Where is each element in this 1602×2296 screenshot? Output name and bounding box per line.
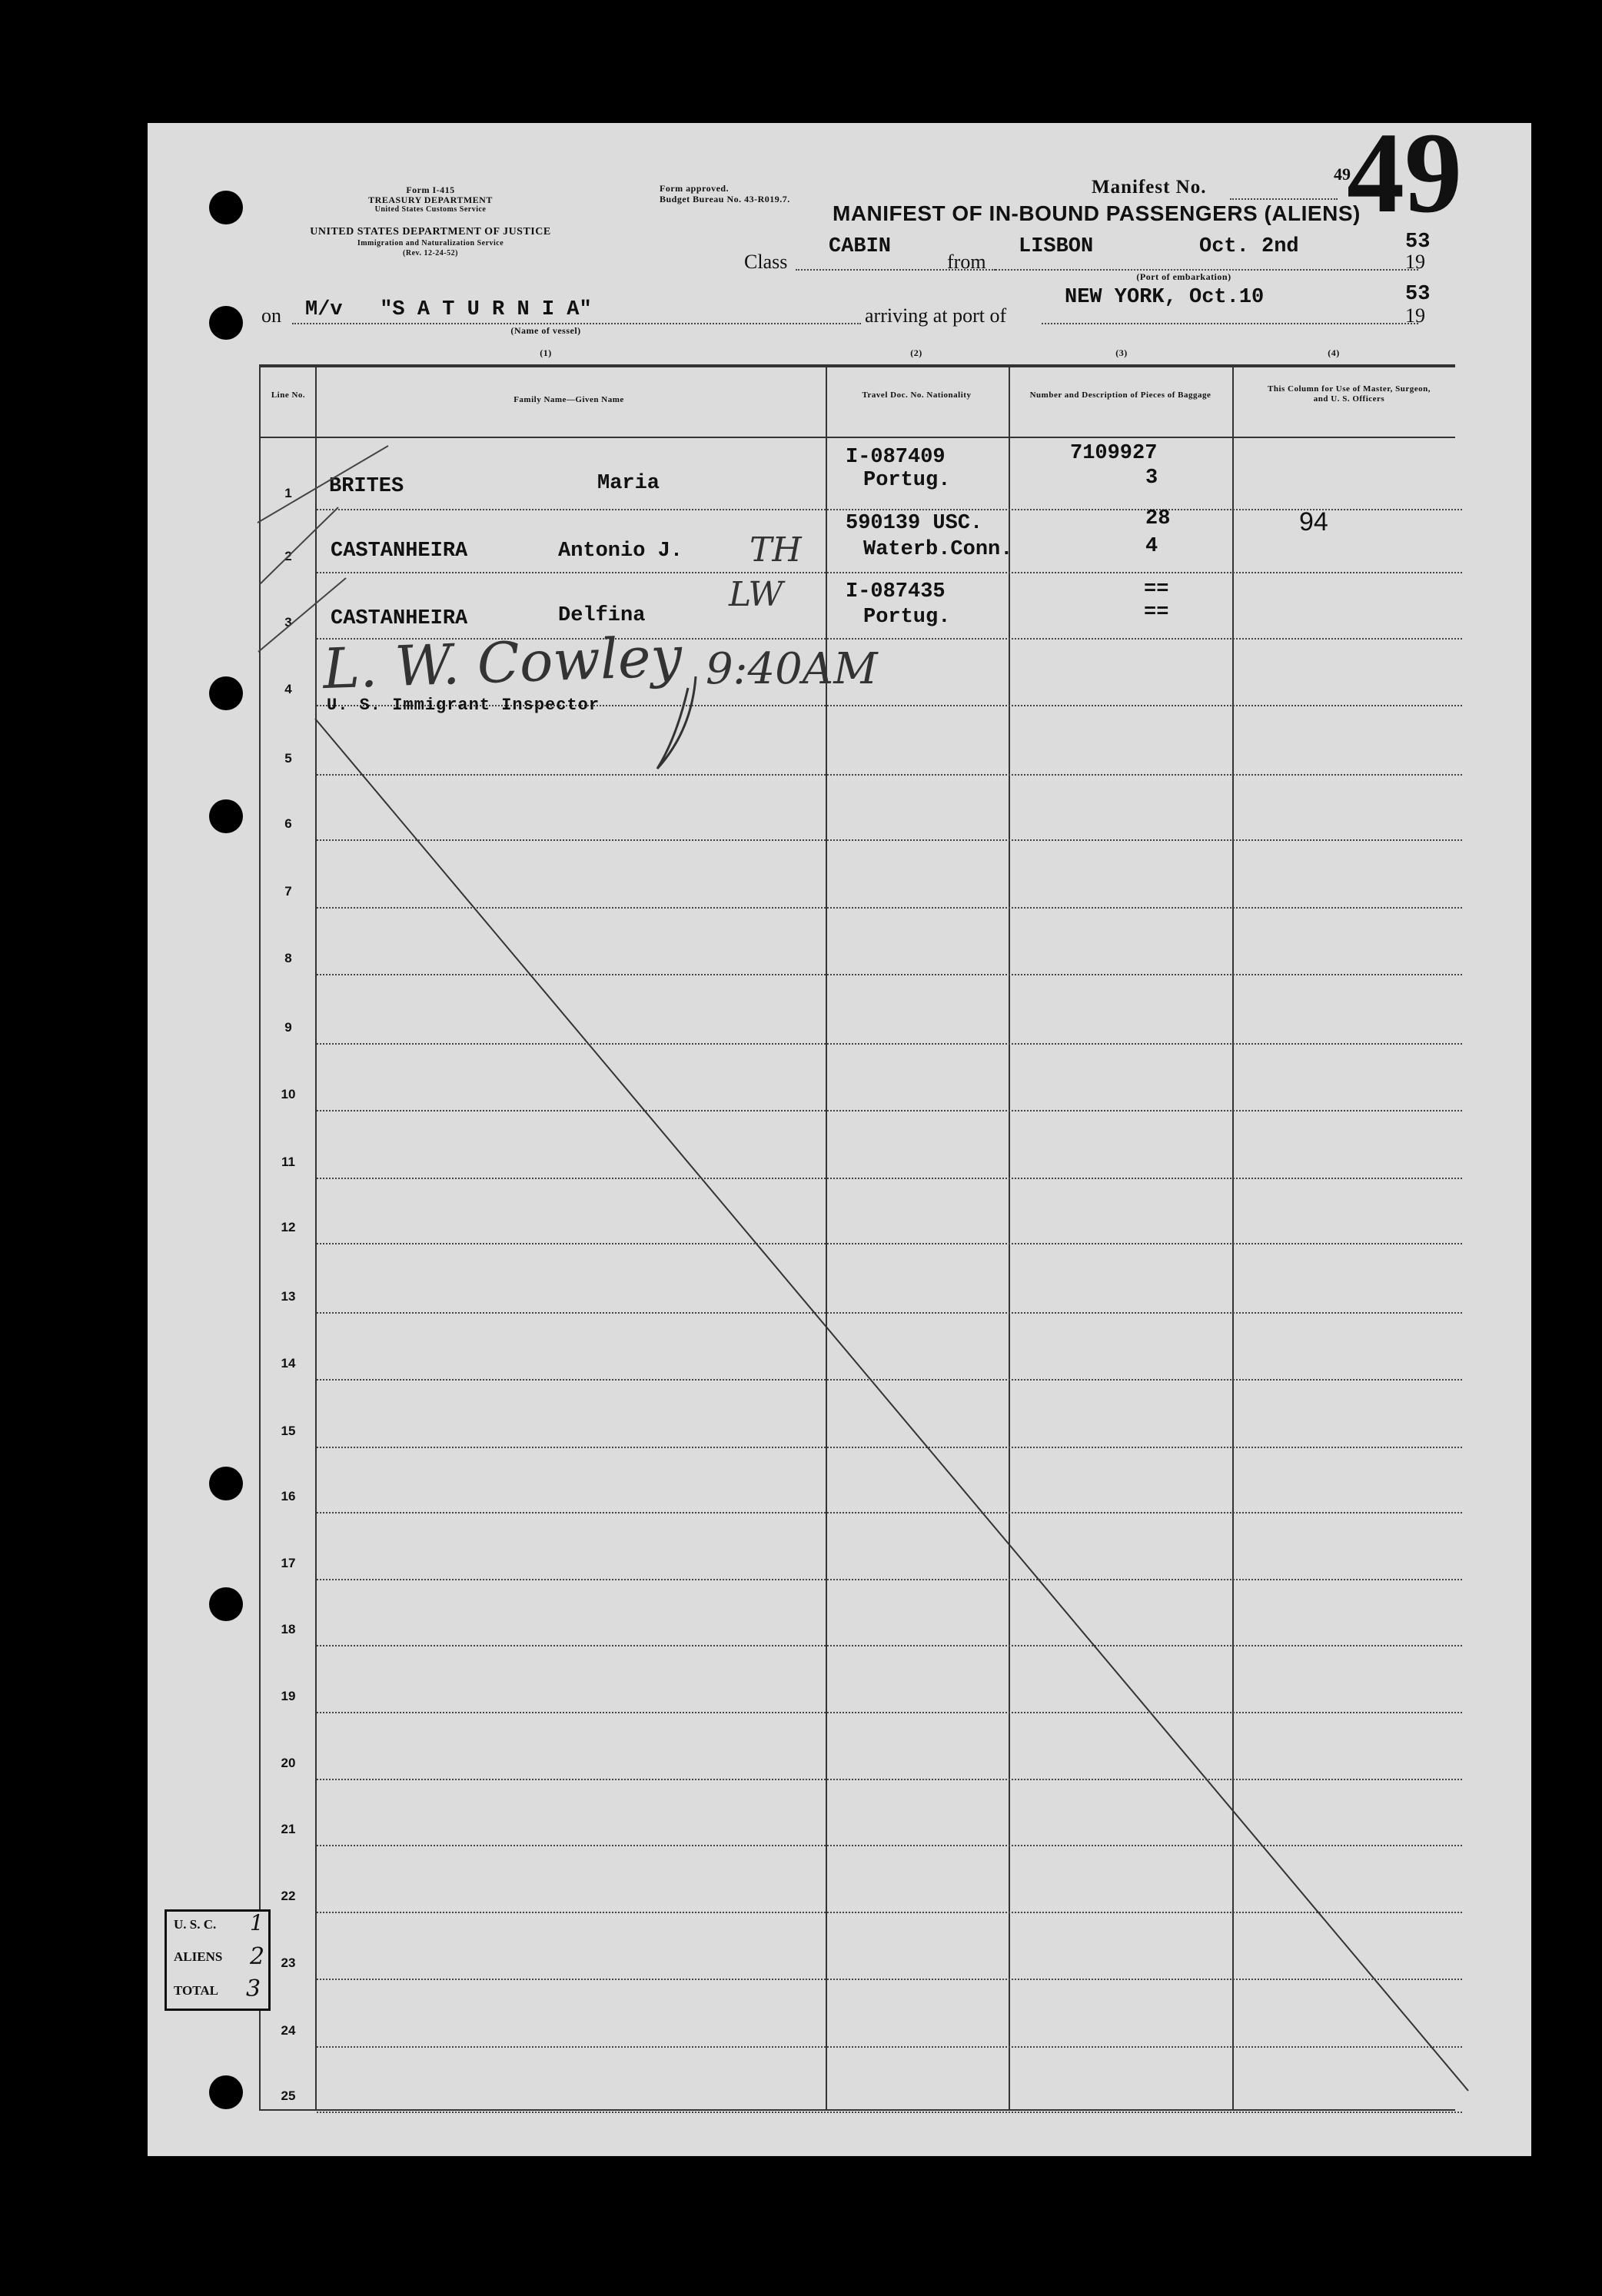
class-label: Class [744,251,788,273]
given-name: Antonio J. [558,540,683,563]
family-name: BRITES [329,475,404,498]
line-number: 2 [284,549,292,563]
arriving-year-value: 53 [1405,283,1431,306]
line-number: 14 [281,1356,296,1371]
initials-bottom: LW [729,575,783,614]
header-travel-doc: Travel Doc. No. Nationality [862,390,972,400]
baggage-number: 28 [1145,507,1171,530]
line-number: 19 [281,1689,296,1703]
treasury-dept: TREASURY DEPARTMENT [368,194,493,205]
travel-doc: I-087409 [846,446,946,469]
manifest-no-large: 49 [1347,109,1462,237]
travel-doc: 590139 USC. [846,512,983,535]
family-name: CASTANHEIRA [331,540,468,563]
form-approved: Form approved. [660,183,730,194]
form-number: Form I-415 [406,184,455,195]
line-number: 8 [284,951,292,965]
port-embark-caption: (Port of embarkation) [1136,271,1231,282]
revision-date: (Rev. 12-24-52) [403,249,458,258]
baggage-pieces: 3 [1145,467,1158,490]
from-label: from [947,251,986,273]
inspection-time: 9:40AM [706,644,878,694]
budget-bureau: Budget Bureau No. 43-R019.7. [660,194,790,204]
col-num-2: (2) [910,347,922,358]
line-number: 5 [284,751,292,766]
baggage-number: == [1144,578,1169,601]
manifest-title: MANIFEST OF IN-BOUND PASSENGERS (ALIENS) [833,201,1361,225]
line-number: 18 [281,1622,296,1636]
line-number: 7 [284,884,292,899]
baggage-pieces: == [1144,601,1169,624]
year-value: 53 [1405,231,1431,254]
header-name: Family Name—Given Name [514,395,624,404]
tally-total-label: TOTAL [174,1983,218,1998]
col-num-4: (4) [1328,347,1340,358]
header-line-no: Line No. [271,390,306,400]
col-num-3: (3) [1115,347,1128,358]
line-number: 13 [281,1289,296,1304]
arriving-value: NEW YORK, Oct.10 [1065,286,1265,309]
header-officers: This Column for Use of Master, Surgeon, and U. S. Officers [1267,384,1431,404]
line-number: 3 [284,615,292,630]
vessel-caption: (Name of vessel) [510,325,581,336]
nationality: Waterb.Conn. [863,538,1013,561]
tally-aliens-value: 2 [250,1943,265,1970]
family-name: CASTANHEIRA [331,607,468,630]
manifest-no-label: Manifest No. [1092,177,1207,198]
line-number: 15 [281,1424,296,1438]
ins-service: Immigration and Naturalization Service [357,239,504,248]
tally-usc-label: U. S. C. [174,1917,217,1932]
line-number: 4 [284,682,292,696]
year-prefix: 19 [1405,251,1425,273]
header-baggage: Number and Description of Pieces of Baggage [1029,390,1211,400]
baggage-number: 7109927 [1070,442,1158,465]
baggage-pieces: 4 [1145,535,1158,558]
officer-note: 94 [1299,507,1328,537]
col-num-1: (1) [540,347,552,358]
arriving-label: arriving at port of [865,304,1007,327]
line-number: 25 [281,2088,296,2103]
initials-top: TH [749,530,802,570]
class-value: CABIN [829,235,892,258]
line-number: 10 [281,1087,296,1101]
manifest-no-small: 49 [1334,164,1351,184]
line-number: 6 [284,816,292,831]
inspector-title: U. S. Immigrant Inspector [327,696,600,715]
inspector-signature: L. W. Cowley [321,623,683,702]
line-number: 23 [281,1955,296,1970]
line-number: 20 [281,1756,296,1770]
line-number: 11 [281,1155,295,1169]
departure-date: Oct. 2nd [1199,235,1299,258]
tally-total-value: 3 [246,1975,261,2002]
justice-dept: UNITED STATES DEPARTMENT OF JUSTICE [310,226,551,238]
from-value: LISBON [1019,235,1094,258]
nationality: Portug. [863,606,951,629]
nationality: Portug. [863,469,951,492]
line-number: 17 [281,1556,296,1570]
line-number: 24 [281,2023,296,2038]
travel-doc: I-087435 [846,580,946,603]
tally-usc-value: 1 [250,1910,264,1935]
line-number: 9 [284,1020,292,1035]
line-number: 21 [281,1822,296,1836]
line-number: 12 [281,1220,296,1234]
on-label: on [261,304,281,327]
given-name: Maria [597,472,660,495]
arriving-year-prefix: 19 [1405,304,1425,327]
customs-service: United States Customs Service [374,205,487,214]
line-number: 16 [281,1489,296,1504]
tally-aliens-label: ALIENS [174,1949,223,1964]
vessel-name: M/v "S A T U R N I A" [305,298,592,321]
line-number: 22 [281,1889,296,1903]
given-name: Delfina [558,604,646,627]
line-number: 1 [284,486,292,500]
